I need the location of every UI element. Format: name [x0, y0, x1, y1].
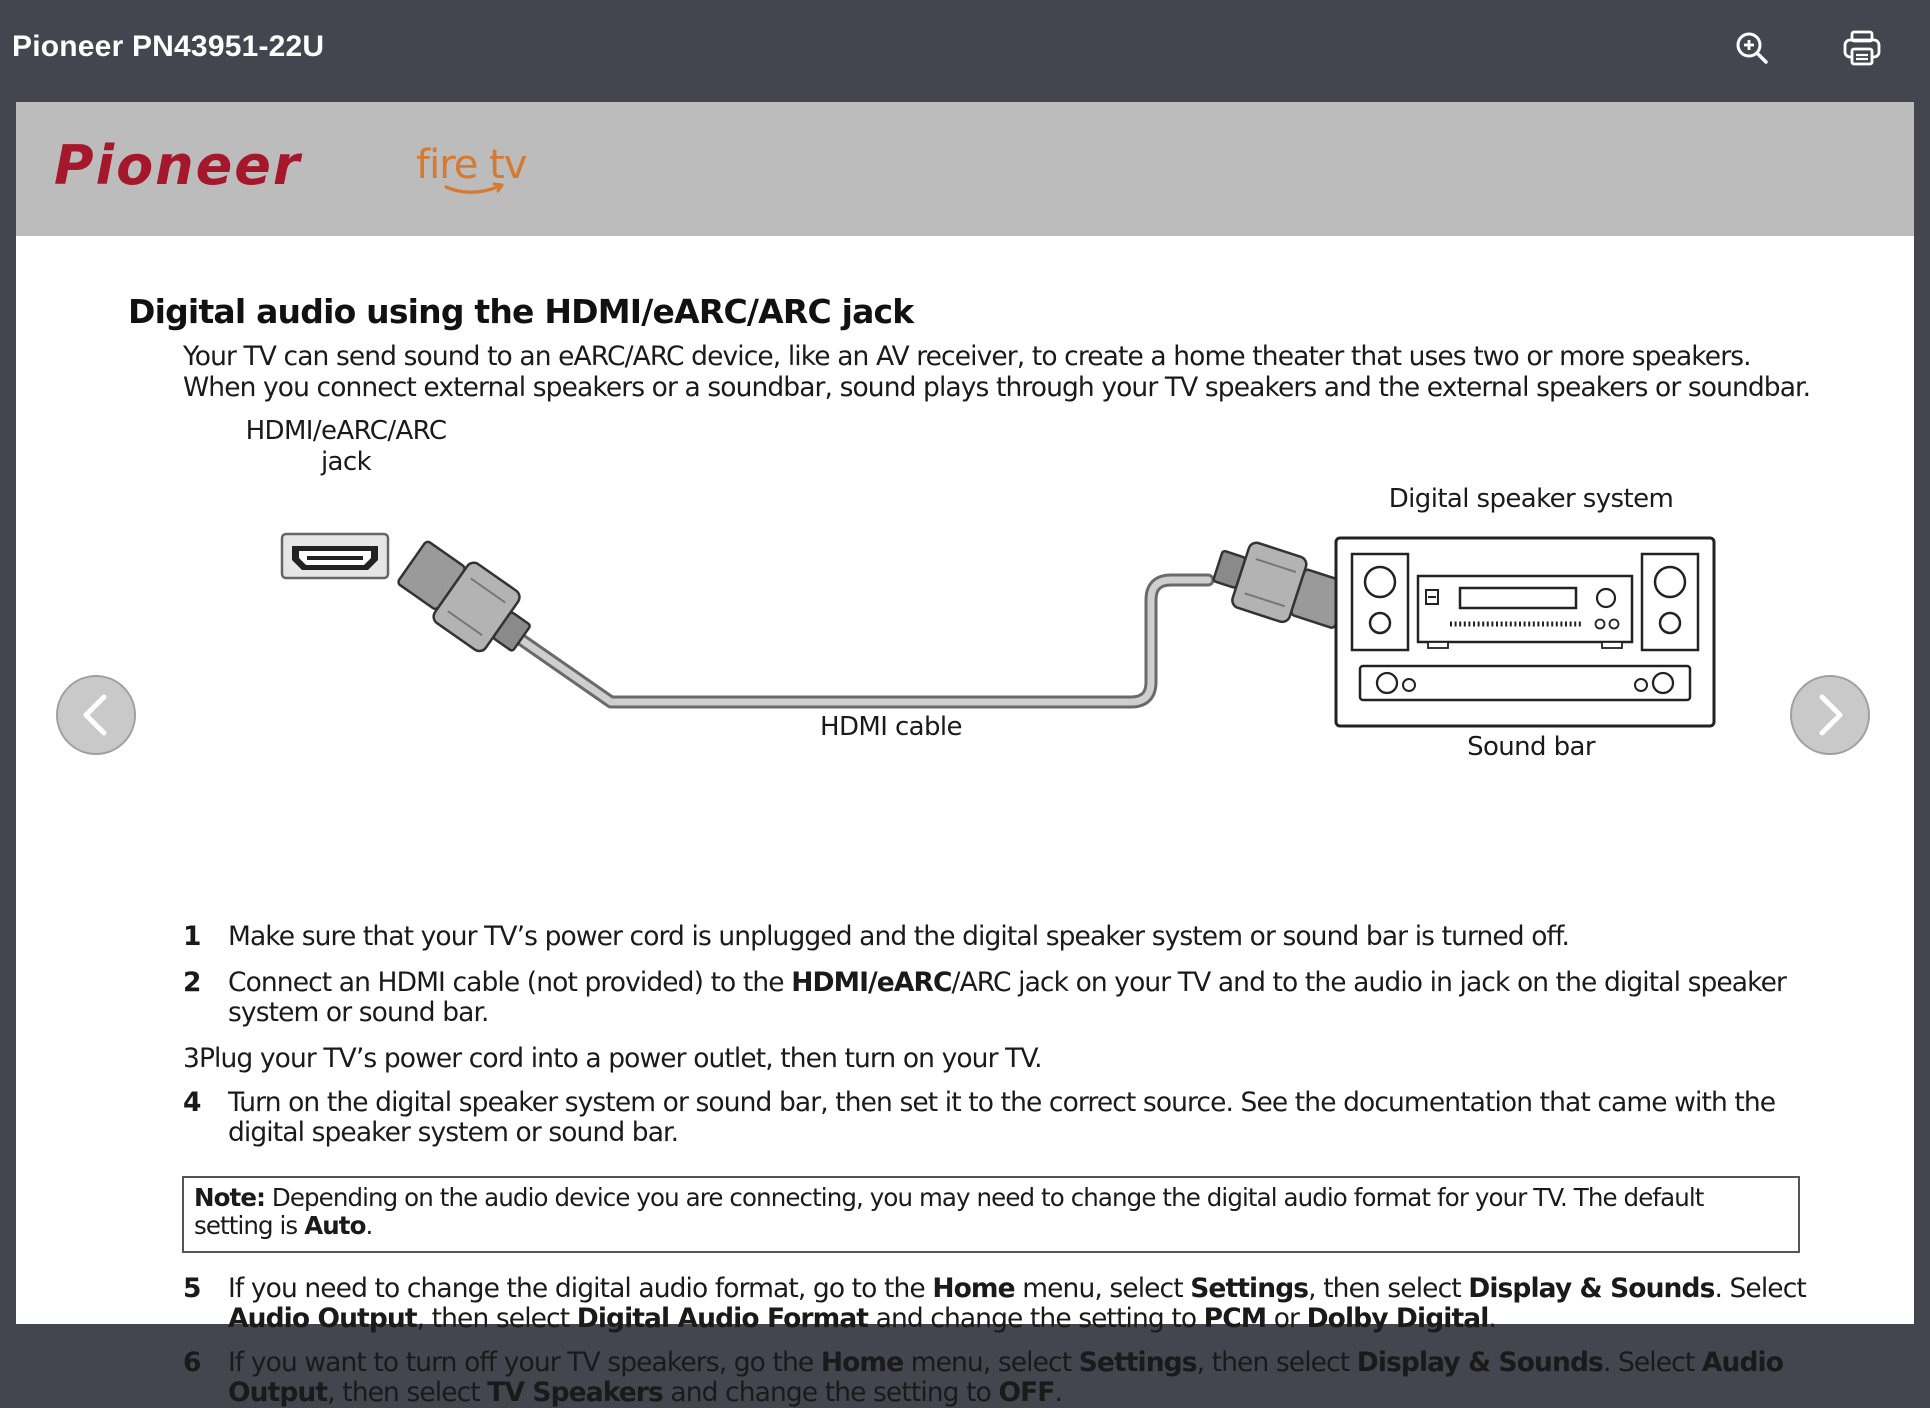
step-run: Make sure that your TV’s power cord is unplugged and the digital speaker system or sound bar is turned off.	[228, 921, 1570, 952]
step-run: If you want to turn off your TV speakers, go the	[228, 1347, 821, 1378]
step-emphasis: Home	[820, 1347, 904, 1378]
step-emphasis: HDMI/eARC	[791, 967, 952, 998]
step-text	[199, 1043, 1042, 1074]
print-button[interactable]	[1832, 18, 1892, 78]
brand-header	[16, 102, 1914, 236]
intro-sentence: Your TV can send sound to an eARC/ARC device, like an AV receiver, to create a home theater that uses two or more speakers.	[183, 341, 1751, 372]
window-title: Pioneer PN43951-22U	[12, 30, 325, 63]
step-run: .	[1054, 1377, 1063, 1408]
step-run: , then select	[416, 1303, 577, 1334]
chevron-right-icon	[1810, 693, 1850, 737]
soundbar-label: Sound bar	[1467, 732, 1595, 762]
step-run: If you need to change the digital audio format, go to the	[228, 1273, 933, 1304]
step-run: menu, select	[1014, 1273, 1191, 1304]
step-run: menu, select	[903, 1347, 1079, 1378]
next-page-button[interactable]	[1790, 675, 1870, 755]
svg-text:fire tv: fire tv	[416, 142, 527, 188]
pioneer-logo	[54, 132, 354, 202]
step-number: 6	[183, 1347, 201, 1378]
intro-sentence: When you connect external speakers or a soundbar, sound plays through your TV speakers and the external speakers or soundbar.	[183, 372, 1811, 403]
step-run: Plug your TV’s power cord into a power outlet, then turn on your TV.	[198, 1043, 1042, 1074]
note-default-value: Auto	[304, 1211, 366, 1240]
step-number: 1	[183, 921, 201, 952]
step-text	[228, 922, 1823, 952]
step-run: . Select	[1714, 1273, 1806, 1304]
step-item	[183, 1044, 1823, 1074]
jack-label	[216, 416, 476, 478]
section-heading: Digital audio using the HDMI/eARC/ARC jack	[128, 292, 914, 331]
hdmi-cable-icon	[391, 532, 1352, 702]
step-run: , then select	[327, 1377, 488, 1408]
step-run: and change the setting to	[868, 1303, 1204, 1334]
step-emphasis: Settings	[1078, 1347, 1197, 1378]
note-label: Note:	[194, 1183, 265, 1212]
note-text: Depending on the audio device you are connecting, you may need to change the digital audio format for your TV. The default setting is	[194, 1183, 1704, 1240]
hdmi-jack-icon	[282, 534, 388, 578]
zoom-in-icon	[1734, 30, 1770, 66]
note-end: .	[365, 1211, 373, 1240]
step-number: 2	[183, 967, 201, 998]
intro-text	[183, 341, 1823, 403]
cable-label: HDMI cable	[820, 712, 962, 742]
step-emphasis: OFF	[998, 1377, 1055, 1408]
svg-text:Pioneer: Pioneer	[54, 134, 302, 197]
chevron-left-icon	[76, 693, 116, 737]
step-run: or	[1266, 1303, 1307, 1334]
jack-label-line: HDMI/eARC/ARC	[245, 416, 447, 446]
step-run: , then select	[1308, 1273, 1469, 1304]
step-emphasis: Display & Sounds	[1468, 1273, 1715, 1304]
note-box	[182, 1176, 1800, 1253]
title-bar	[0, 0, 1930, 100]
step-run: . Select	[1602, 1347, 1702, 1378]
print-icon	[1842, 29, 1882, 67]
zoom-button[interactable]	[1722, 18, 1782, 78]
step-emphasis: Settings	[1190, 1273, 1309, 1304]
step-emphasis: Dolby Digital	[1306, 1303, 1489, 1334]
step-emphasis: TV Speakers	[487, 1377, 663, 1408]
content-area	[16, 236, 1914, 1408]
step-text	[228, 1088, 1823, 1148]
step-number: 4	[183, 1087, 201, 1118]
step-run: /ARC jack on your TV and to the audio in jack on the digital speaker system or sound bar.	[228, 967, 1787, 1028]
step-emphasis: Home	[932, 1273, 1015, 1304]
step-emphasis: Audio Output	[228, 1303, 417, 1334]
step-text	[228, 1274, 1823, 1334]
previous-page-button[interactable]	[56, 675, 136, 755]
step-number: 3	[183, 1043, 199, 1074]
step-run: , then select	[1196, 1347, 1357, 1378]
step-run: Turn on the digital speaker system or sound bar, then set it to the correct source. See the documentation that came with the digital speaker system or sound bar.	[228, 1087, 1776, 1148]
jack-label-line: jack	[320, 447, 372, 477]
step-number: 5	[183, 1273, 201, 1304]
step-text	[228, 1348, 1823, 1408]
firetv-logo	[416, 140, 536, 210]
step-text	[228, 968, 1823, 1028]
step-emphasis: PCM	[1203, 1303, 1267, 1334]
step-emphasis: Digital Audio Format	[576, 1303, 869, 1334]
speaker-system-label: Digital speaker system	[1388, 484, 1674, 514]
document-page	[16, 102, 1914, 1408]
step-run: and change the setting to	[662, 1377, 999, 1408]
step-emphasis: Audio Output	[228, 1347, 1784, 1408]
speaker-system-icon	[1336, 538, 1714, 726]
step-run: Connect an HDMI cable (not provided) to the	[228, 967, 792, 998]
step-run: .	[1488, 1303, 1496, 1334]
step-emphasis: Display & Sounds	[1356, 1347, 1603, 1378]
